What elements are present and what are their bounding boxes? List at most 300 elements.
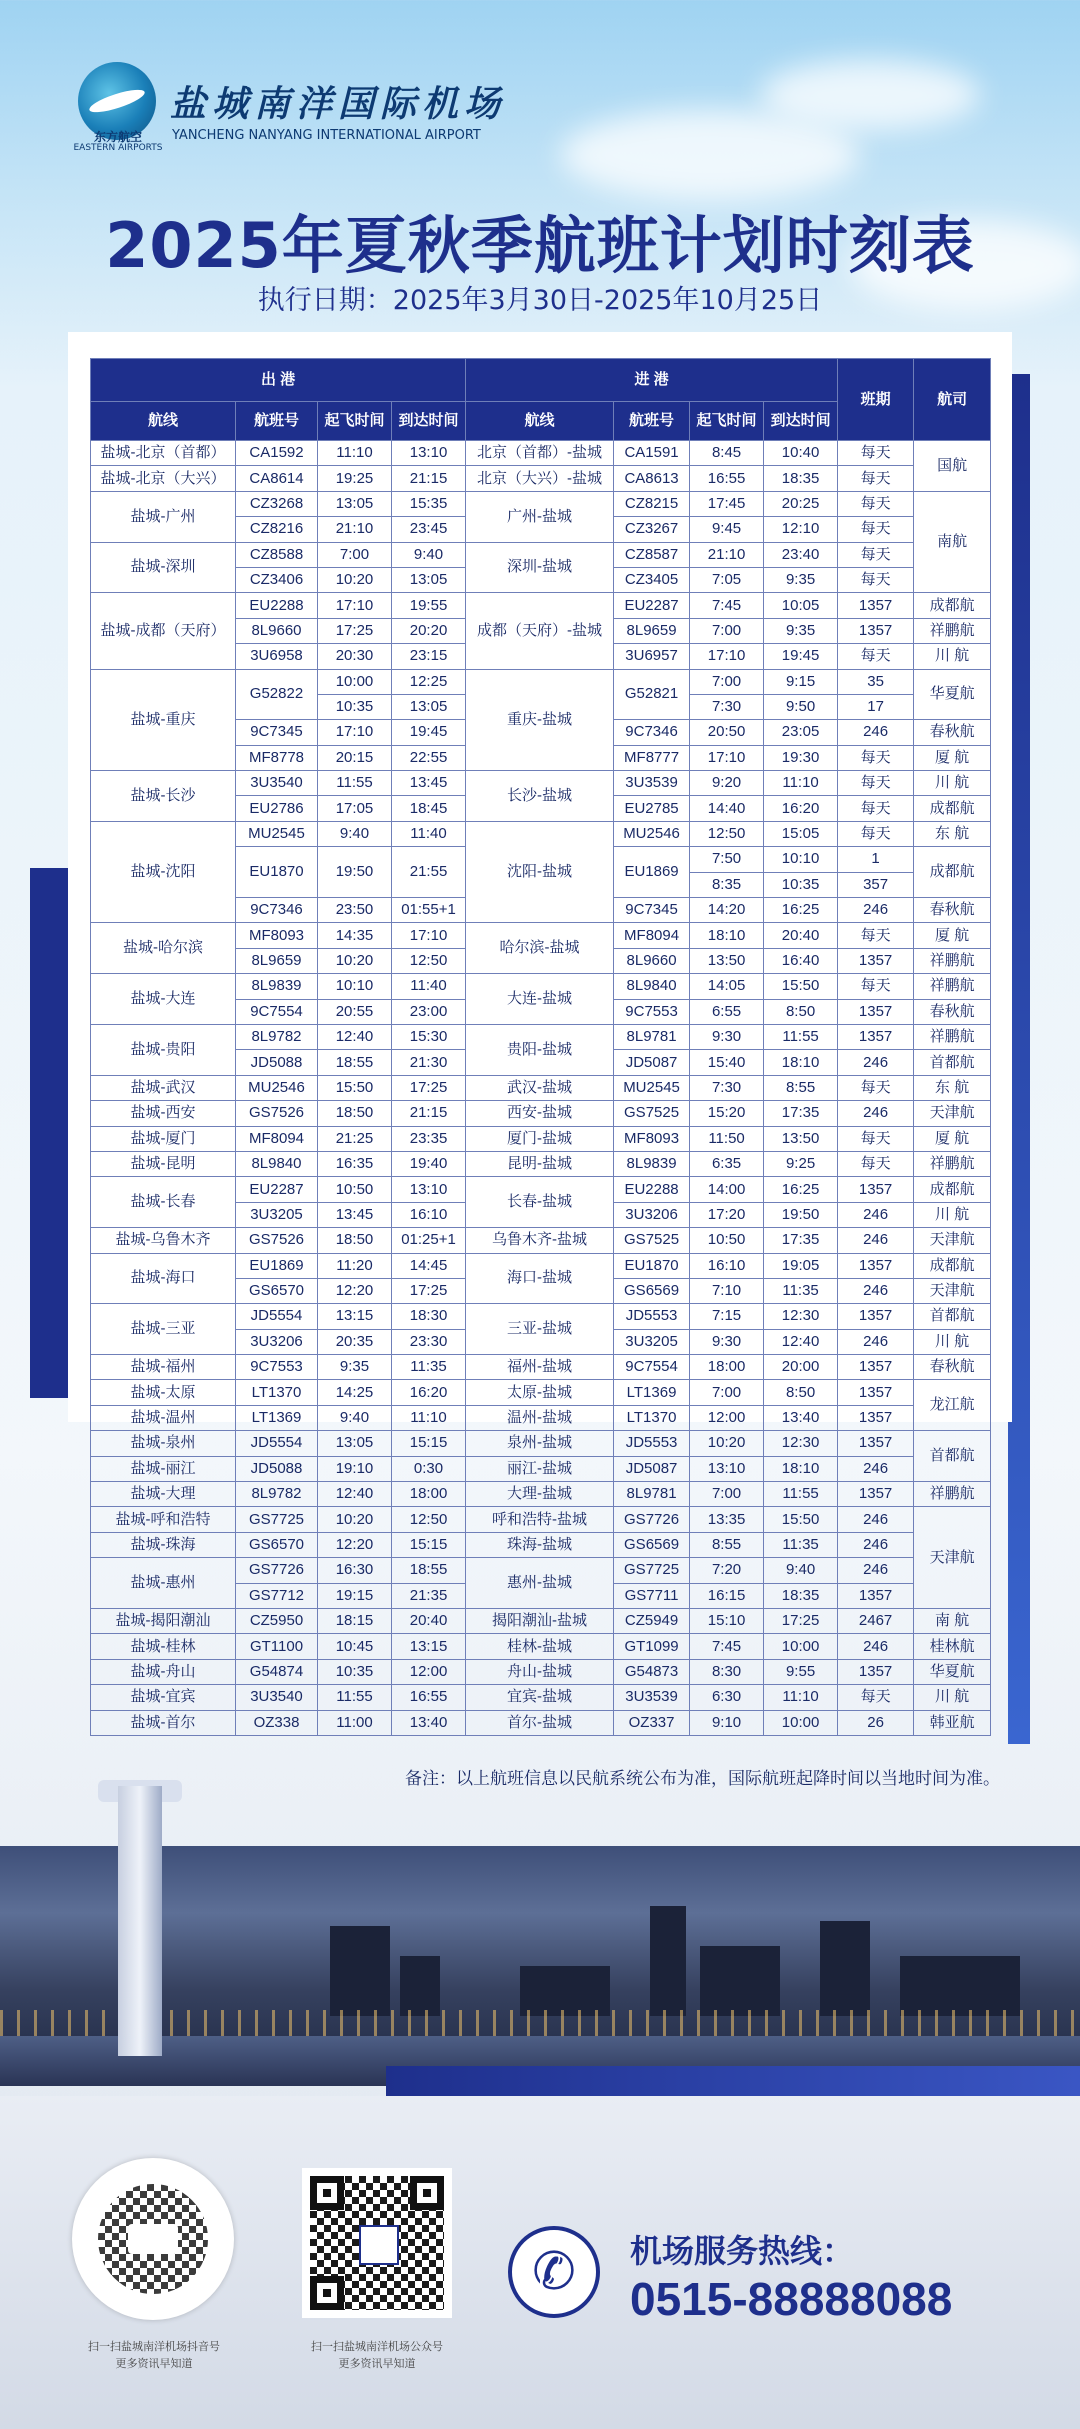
table-row bbox=[91, 1685, 991, 1710]
table-cell: 7:00 bbox=[690, 618, 764, 643]
table-cell: 18:10 bbox=[764, 1456, 838, 1481]
table-cell: 17 bbox=[838, 694, 914, 719]
table-cell: 盐城-西安 bbox=[91, 1101, 236, 1126]
table-cell: 桂林-盐城 bbox=[466, 1634, 614, 1659]
sky-cloud bbox=[760, 60, 980, 130]
table-cell: 9:30 bbox=[690, 1329, 764, 1354]
table-cell: 11:10 bbox=[764, 771, 838, 796]
table-cell: MU2546 bbox=[236, 1075, 318, 1100]
table-cell: 17:10 bbox=[690, 745, 764, 770]
table-cell: 14:25 bbox=[318, 1380, 392, 1405]
table-cell: 6:30 bbox=[690, 1685, 764, 1710]
table-cell: 01:55+1 bbox=[392, 898, 466, 923]
table-cell: 1357 bbox=[838, 1253, 914, 1278]
table-cell: 246 bbox=[838, 898, 914, 923]
table-cell: 3U3206 bbox=[236, 1329, 318, 1354]
table-cell: 16:55 bbox=[690, 466, 764, 491]
table-cell: 10:10 bbox=[764, 847, 838, 872]
table-cell: 每天 bbox=[838, 923, 914, 948]
table-row bbox=[91, 1380, 991, 1405]
table-cell: 246 bbox=[838, 1532, 914, 1557]
table-cell: 7:30 bbox=[690, 694, 764, 719]
table-cell: 每天 bbox=[838, 771, 914, 796]
table-cell: CZ8588 bbox=[236, 542, 318, 567]
table-cell: GS7711 bbox=[614, 1583, 690, 1608]
table-cell: 8:50 bbox=[764, 999, 838, 1024]
hotline-label: 机场服务热线： bbox=[630, 2232, 855, 2270]
table-cell: 14:35 bbox=[318, 923, 392, 948]
table-cell: 3U3205 bbox=[236, 1202, 318, 1227]
table-cell: 昆明-盐城 bbox=[466, 1151, 614, 1176]
table-cell: GS6570 bbox=[236, 1532, 318, 1557]
table-cell: 1357 bbox=[838, 1482, 914, 1507]
table-cell: 盐城-舟山 bbox=[91, 1659, 236, 1684]
table-cell: 11:55 bbox=[764, 1482, 838, 1507]
table-cell: 18:10 bbox=[690, 923, 764, 948]
table-cell: 15:15 bbox=[392, 1532, 466, 1557]
table-cell: 10:50 bbox=[690, 1228, 764, 1253]
table-cell: 15:50 bbox=[764, 974, 838, 999]
city-night-photo bbox=[0, 1846, 1080, 2086]
table-row bbox=[91, 1507, 991, 1532]
table-cell: 8L9782 bbox=[236, 1024, 318, 1049]
table-cell: 盐城-北京（首都） bbox=[91, 441, 236, 466]
table-cell: CZ3267 bbox=[614, 517, 690, 542]
table-cell: 6:35 bbox=[690, 1151, 764, 1176]
table-cell: 大连-盐城 bbox=[466, 974, 614, 1025]
table-cell: 21:10 bbox=[690, 542, 764, 567]
table-cell: 11:55 bbox=[764, 1024, 838, 1049]
table-cell: 每天 bbox=[838, 466, 914, 491]
table-cell: 惠州-盐城 bbox=[466, 1558, 614, 1609]
table-cell: 每天 bbox=[838, 821, 914, 846]
table-cell: 每天 bbox=[838, 441, 914, 466]
table-cell: 南航 bbox=[914, 491, 991, 593]
page-title: 2025年夏秋季航班计划时刻表 bbox=[105, 209, 975, 282]
table-cell: 天津航 bbox=[914, 1507, 991, 1609]
table-cell: 20:40 bbox=[392, 1608, 466, 1633]
table-cell: JD5554 bbox=[236, 1431, 318, 1456]
table-cell: 13:40 bbox=[392, 1710, 466, 1735]
tv-tower bbox=[118, 1786, 162, 2056]
schedule-remark: 备注：以上航班信息以民航系统公布为准，国际航班起降时间以当地时间为准。 bbox=[405, 1769, 1000, 1789]
table-cell: 18:30 bbox=[392, 1304, 466, 1329]
table-cell: 川 航 bbox=[914, 1202, 991, 1227]
in-dep-header: 起飞时间 bbox=[690, 402, 764, 441]
table-cell: 13:05 bbox=[318, 491, 392, 516]
table-cell: 18:35 bbox=[764, 466, 838, 491]
table-cell: 21:55 bbox=[392, 847, 466, 898]
table-cell: 18:45 bbox=[392, 796, 466, 821]
table-cell: G54874 bbox=[236, 1659, 318, 1684]
table-cell: 26 bbox=[838, 1710, 914, 1735]
table-row bbox=[91, 1253, 991, 1278]
table-cell: 9:35 bbox=[764, 618, 838, 643]
table-cell: 16:35 bbox=[318, 1151, 392, 1176]
table-cell: 7:00 bbox=[690, 669, 764, 694]
table-cell: 9:40 bbox=[318, 1405, 392, 1430]
table-cell: 每天 bbox=[838, 491, 914, 516]
wechat-qr-caption bbox=[282, 2338, 472, 2372]
table-cell: 盐城-昆明 bbox=[91, 1151, 236, 1176]
table-cell: 16:40 bbox=[764, 948, 838, 973]
table-cell: 川 航 bbox=[914, 1685, 991, 1710]
table-cell: 9C7554 bbox=[614, 1355, 690, 1380]
table-cell: 246 bbox=[838, 720, 914, 745]
table-cell: 15:50 bbox=[318, 1075, 392, 1100]
table-cell: 天津航 bbox=[914, 1228, 991, 1253]
table-cell: OZ338 bbox=[236, 1710, 318, 1735]
table-cell: 11:10 bbox=[318, 441, 392, 466]
table-cell: 盐城-乌鲁木齐 bbox=[91, 1228, 236, 1253]
table-cell: 13:45 bbox=[392, 771, 466, 796]
table-cell: 01:25+1 bbox=[392, 1228, 466, 1253]
table-cell: 祥鹏航 bbox=[914, 1024, 991, 1049]
table-cell: G52822 bbox=[236, 669, 318, 720]
table-cell: 12:30 bbox=[764, 1304, 838, 1329]
table-cell: 16:20 bbox=[392, 1380, 466, 1405]
table-cell: 12:40 bbox=[318, 1482, 392, 1507]
table-cell: 盐城-大理 bbox=[91, 1482, 236, 1507]
table-cell: GS7712 bbox=[236, 1583, 318, 1608]
airline-caption: 东方航空 bbox=[93, 130, 142, 144]
table-cell: 每天 bbox=[838, 644, 914, 669]
table-cell: 川 航 bbox=[914, 1329, 991, 1354]
table-row bbox=[91, 1355, 991, 1380]
table-cell: GS7525 bbox=[614, 1101, 690, 1126]
table-cell: 8L9659 bbox=[614, 618, 690, 643]
table-cell: 19:50 bbox=[764, 1202, 838, 1227]
table-cell: 12:20 bbox=[318, 1278, 392, 1303]
table-row bbox=[91, 542, 991, 567]
table-cell: 12:50 bbox=[690, 821, 764, 846]
table-cell: 8L9660 bbox=[236, 618, 318, 643]
table-cell: 祥鹏航 bbox=[914, 974, 991, 999]
table-cell: GS6569 bbox=[614, 1278, 690, 1303]
table-cell: EU1870 bbox=[236, 847, 318, 898]
table-cell: 成都（天府）-盐城 bbox=[466, 593, 614, 669]
table-cell: 大理-盐城 bbox=[466, 1482, 614, 1507]
table-cell: 每天 bbox=[838, 1126, 914, 1151]
table-cell: 8:45 bbox=[690, 441, 764, 466]
table-cell: 成都航 bbox=[914, 593, 991, 618]
table-row bbox=[91, 1710, 991, 1735]
table-row bbox=[91, 1304, 991, 1329]
table-cell: 23:35 bbox=[392, 1126, 466, 1151]
table-cell: 11:35 bbox=[764, 1532, 838, 1557]
table-cell: 17:20 bbox=[690, 1202, 764, 1227]
table-cell: 9C7553 bbox=[614, 999, 690, 1024]
table-cell: 12:25 bbox=[392, 669, 466, 694]
table-cell: 舟山-盐城 bbox=[466, 1659, 614, 1684]
table-cell: 春秋航 bbox=[914, 720, 991, 745]
table-cell: 246 bbox=[838, 1456, 914, 1481]
wechat-qr-code[interactable] bbox=[302, 2168, 452, 2318]
table-cell: 19:45 bbox=[764, 644, 838, 669]
table-cell: 9:15 bbox=[764, 669, 838, 694]
table-cell: 19:40 bbox=[392, 1151, 466, 1176]
table-cell: 18:35 bbox=[764, 1583, 838, 1608]
table-cell: 23:00 bbox=[392, 999, 466, 1024]
table-cell: 12:30 bbox=[764, 1431, 838, 1456]
table-cell: 深圳-盐城 bbox=[466, 542, 614, 593]
table-cell: 13:15 bbox=[392, 1634, 466, 1659]
table-cell: 246 bbox=[838, 1634, 914, 1659]
table-cell: LT1370 bbox=[236, 1380, 318, 1405]
table-cell: 1357 bbox=[838, 593, 914, 618]
table-cell: 35 bbox=[838, 669, 914, 694]
table-cell: 13:15 bbox=[318, 1304, 392, 1329]
table-cell: CZ8215 bbox=[614, 491, 690, 516]
table-cell: G52821 bbox=[614, 669, 690, 720]
table-cell: 16:55 bbox=[392, 1685, 466, 1710]
table-cell: 13:40 bbox=[764, 1405, 838, 1430]
table-cell: 3U3206 bbox=[614, 1202, 690, 1227]
table-cell: 祥鹏航 bbox=[914, 1482, 991, 1507]
table-cell: 13:10 bbox=[392, 1177, 466, 1202]
table-cell: 18:15 bbox=[318, 1608, 392, 1633]
table-cell: 1357 bbox=[838, 1355, 914, 1380]
table-cell: 成都航 bbox=[914, 1253, 991, 1278]
table-cell: 1357 bbox=[838, 1405, 914, 1430]
table-cell: 10:35 bbox=[318, 694, 392, 719]
table-cell: 盐城-珠海 bbox=[91, 1532, 236, 1557]
table-cell: 成都航 bbox=[914, 796, 991, 821]
table-cell: 盐城-武汉 bbox=[91, 1075, 236, 1100]
table-row bbox=[91, 1608, 991, 1633]
table-cell: 12:00 bbox=[392, 1659, 466, 1684]
table-cell: 20:15 bbox=[318, 745, 392, 770]
table-cell: 15:10 bbox=[690, 1608, 764, 1633]
table-cell: 1357 bbox=[838, 618, 914, 643]
table-cell: 宜宾-盐城 bbox=[466, 1685, 614, 1710]
table-cell: LT1370 bbox=[614, 1405, 690, 1430]
table-cell: 7:20 bbox=[690, 1558, 764, 1583]
table-cell: GS7726 bbox=[614, 1507, 690, 1532]
table-cell: 西安-盐城 bbox=[466, 1101, 614, 1126]
table-cell: CZ8216 bbox=[236, 517, 318, 542]
table-cell: 17:10 bbox=[690, 644, 764, 669]
table-cell: 19:55 bbox=[392, 593, 466, 618]
table-cell: 盐城-广州 bbox=[91, 491, 236, 542]
table-cell: GS7526 bbox=[236, 1101, 318, 1126]
table-cell: 盐城-丽江 bbox=[91, 1456, 236, 1481]
table-cell: 23:15 bbox=[392, 644, 466, 669]
table-cell: 3U3539 bbox=[614, 1685, 690, 1710]
table-cell: 华夏航 bbox=[914, 1659, 991, 1684]
table-cell: 沈阳-盐城 bbox=[466, 821, 614, 923]
table-cell: 10:45 bbox=[318, 1634, 392, 1659]
table-cell: 7:45 bbox=[690, 593, 764, 618]
in-route-header: 航线 bbox=[466, 402, 614, 441]
table-cell: 10:40 bbox=[764, 441, 838, 466]
table-cell: 春秋航 bbox=[914, 999, 991, 1024]
table-cell: 盐城-厦门 bbox=[91, 1126, 236, 1151]
table-cell: 厦 航 bbox=[914, 1126, 991, 1151]
table-cell: 9:40 bbox=[318, 821, 392, 846]
table-cell: 北京（大兴）-盐城 bbox=[466, 466, 614, 491]
table-cell: 盐城-北京（大兴） bbox=[91, 466, 236, 491]
table-cell: 19:25 bbox=[318, 466, 392, 491]
table-cell: 11:55 bbox=[318, 1685, 392, 1710]
table-cell: MF8093 bbox=[614, 1126, 690, 1151]
table-row bbox=[91, 1101, 991, 1126]
table-cell: 10:20 bbox=[318, 567, 392, 592]
table-cell: 盐城-桂林 bbox=[91, 1634, 236, 1659]
table-cell: 15:50 bbox=[764, 1507, 838, 1532]
table-cell: 8L9660 bbox=[614, 948, 690, 973]
table-cell: 17:05 bbox=[318, 796, 392, 821]
table-cell: 14:20 bbox=[690, 898, 764, 923]
table-row bbox=[91, 1405, 991, 1430]
table-cell: 10:20 bbox=[318, 1507, 392, 1532]
table-cell: 13:35 bbox=[690, 1507, 764, 1532]
table-cell: 盐城-三亚 bbox=[91, 1304, 236, 1355]
table-cell: 每天 bbox=[838, 974, 914, 999]
hotline-number[interactable]: 0515-88888088 bbox=[630, 2273, 953, 2325]
table-cell: 19:50 bbox=[318, 847, 392, 898]
table-cell: 10:35 bbox=[318, 1659, 392, 1684]
table-cell: 9:50 bbox=[764, 694, 838, 719]
table-cell: 17:25 bbox=[764, 1608, 838, 1633]
table-cell: 盐城-揭阳潮汕 bbox=[91, 1608, 236, 1633]
table-cell: JD5553 bbox=[614, 1304, 690, 1329]
table-cell: JD5088 bbox=[236, 1050, 318, 1075]
table-cell: 每天 bbox=[838, 567, 914, 592]
table-cell: 1357 bbox=[838, 999, 914, 1024]
schedule-body bbox=[91, 441, 991, 1736]
table-cell: 8:55 bbox=[764, 1075, 838, 1100]
airline-header: 航司 bbox=[914, 359, 991, 441]
table-cell: 12:20 bbox=[318, 1532, 392, 1557]
table-cell: 12:10 bbox=[764, 517, 838, 542]
table-cell: 17:25 bbox=[392, 1278, 466, 1303]
table-row bbox=[91, 1075, 991, 1100]
table-cell: 18:10 bbox=[764, 1050, 838, 1075]
table-cell: 20:40 bbox=[764, 923, 838, 948]
table-cell: 8L9839 bbox=[236, 974, 318, 999]
table-cell: 春秋航 bbox=[914, 1355, 991, 1380]
table-cell: 盐城-贵阳 bbox=[91, 1024, 236, 1075]
table-row bbox=[91, 1634, 991, 1659]
table-cell: 13:50 bbox=[764, 1126, 838, 1151]
table-cell: 17:35 bbox=[764, 1228, 838, 1253]
table-row bbox=[91, 1558, 991, 1583]
table-cell: 国航 bbox=[914, 441, 991, 492]
table-cell: 2467 bbox=[838, 1608, 914, 1633]
table-cell: 每天 bbox=[838, 1685, 914, 1710]
wechat-caption-line1: 扫一扫盐城南洋机场公众号 bbox=[311, 2340, 443, 2353]
table-cell: 7:00 bbox=[318, 542, 392, 567]
table-cell: 韩亚航 bbox=[914, 1710, 991, 1735]
table-cell: 11:35 bbox=[764, 1278, 838, 1303]
table-cell: 揭阳潮汕-盐城 bbox=[466, 1608, 614, 1633]
table-cell: 海口-盐城 bbox=[466, 1253, 614, 1304]
table-cell: 9C7553 bbox=[236, 1355, 318, 1380]
table-cell: 0:30 bbox=[392, 1456, 466, 1481]
table-cell: 9:25 bbox=[764, 1151, 838, 1176]
table-cell: 9:40 bbox=[764, 1558, 838, 1583]
days-header: 班期 bbox=[838, 359, 914, 441]
table-cell: 盐城-温州 bbox=[91, 1405, 236, 1430]
table-cell: GS6570 bbox=[236, 1278, 318, 1303]
douyin-qr-caption bbox=[60, 2338, 248, 2372]
table-row bbox=[91, 1532, 991, 1557]
table-cell: 盐城-哈尔滨 bbox=[91, 923, 236, 974]
table-cell: OZ337 bbox=[614, 1710, 690, 1735]
wechat-caption-line2: 更多资讯早知道 bbox=[338, 2357, 416, 2370]
douyin-qr-code[interactable] bbox=[72, 2158, 234, 2320]
table-cell: 8L9781 bbox=[614, 1482, 690, 1507]
table-cell: 12:40 bbox=[764, 1329, 838, 1354]
table-cell: GT1099 bbox=[614, 1634, 690, 1659]
table-cell: 15:15 bbox=[392, 1431, 466, 1456]
table-cell: 17:35 bbox=[764, 1101, 838, 1126]
table-cell: 祥鹏航 bbox=[914, 948, 991, 973]
table-cell: 21:30 bbox=[392, 1050, 466, 1075]
table-cell: 246 bbox=[838, 1507, 914, 1532]
table-cell: 川 航 bbox=[914, 771, 991, 796]
table-cell: JD5087 bbox=[614, 1456, 690, 1481]
table-cell: 乌鲁木齐-盐城 bbox=[466, 1228, 614, 1253]
table-cell: 17:10 bbox=[318, 720, 392, 745]
table-cell: CZ3268 bbox=[236, 491, 318, 516]
departures-group-header: 出 港 bbox=[91, 359, 466, 402]
table-cell: 1357 bbox=[838, 1431, 914, 1456]
table-cell: 盐城-首尔 bbox=[91, 1710, 236, 1735]
table-cell: 18:55 bbox=[392, 1558, 466, 1583]
table-cell: 9C7345 bbox=[614, 898, 690, 923]
table-cell: 9:40 bbox=[392, 542, 466, 567]
table-cell: 福州-盐城 bbox=[466, 1355, 614, 1380]
table-row bbox=[91, 1151, 991, 1176]
table-cell: 1 bbox=[838, 847, 914, 872]
table-cell: 每天 bbox=[838, 796, 914, 821]
table-row bbox=[91, 1659, 991, 1684]
table-cell: 11:20 bbox=[318, 1253, 392, 1278]
table-cell: 首都航 bbox=[914, 1050, 991, 1075]
table-cell: 9:35 bbox=[318, 1355, 392, 1380]
table-cell: 19:15 bbox=[318, 1583, 392, 1608]
table-cell: 13:05 bbox=[392, 567, 466, 592]
table-cell: 11:55 bbox=[318, 771, 392, 796]
table-cell: 13:05 bbox=[318, 1431, 392, 1456]
table-cell: 13:05 bbox=[392, 694, 466, 719]
table-cell: 泉州-盐城 bbox=[466, 1431, 614, 1456]
table-cell: 23:05 bbox=[764, 720, 838, 745]
table-cell: 3U6958 bbox=[236, 644, 318, 669]
in-flight-header: 航班号 bbox=[614, 402, 690, 441]
table-cell: EU1869 bbox=[236, 1253, 318, 1278]
table-cell: 3U3540 bbox=[236, 771, 318, 796]
table-cell: 1357 bbox=[838, 1583, 914, 1608]
airline-caption-en: EASTERN AIRPORTS bbox=[73, 143, 163, 153]
table-cell: EU1869 bbox=[614, 847, 690, 898]
bottom-accent-bar bbox=[386, 2066, 1080, 2098]
table-cell: 春秋航 bbox=[914, 898, 991, 923]
table-cell: MF8094 bbox=[236, 1126, 318, 1151]
table-cell: 南 航 bbox=[914, 1608, 991, 1633]
table-cell: GS7725 bbox=[236, 1507, 318, 1532]
table-cell: 9C7346 bbox=[614, 720, 690, 745]
table-cell: 祥鹏航 bbox=[914, 1151, 991, 1176]
table-cell: 龙江航 bbox=[914, 1380, 991, 1431]
table-cell: 长春-盐城 bbox=[466, 1177, 614, 1228]
table-cell: 14:00 bbox=[690, 1177, 764, 1202]
table-row bbox=[91, 491, 991, 516]
table-cell: 厦 航 bbox=[914, 923, 991, 948]
table-cell: 3U3539 bbox=[614, 771, 690, 796]
